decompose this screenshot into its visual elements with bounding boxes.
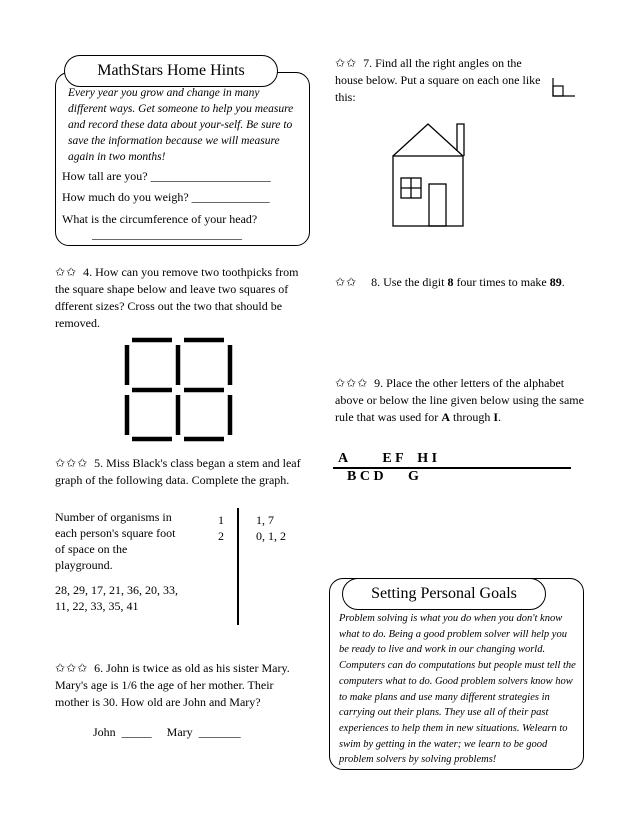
problem-9-text-b: through xyxy=(449,410,494,424)
question-weight: How much do you weigh? _____________ xyxy=(62,190,270,204)
star-rating: ✩✩ xyxy=(335,275,358,289)
problem-7-text: 7. Find all the right angles on the house below. Put a square on each one like this: xyxy=(335,56,541,104)
home-hints-intro: Every year you grow and change in many different ways. Get someone to help you measure and record these data about your-self. Be sure to save the information because we will measure again in two months! xyxy=(68,87,294,163)
problem-6-text: 6. John is twice as old as his sister Mary. Mary's age is 1/6 the age of her mother. Their mother is 30. How old are John and Mary? xyxy=(55,661,290,709)
stem-2: 2 xyxy=(218,529,224,543)
problem-8-text-b: four times to make xyxy=(453,275,550,289)
star-rating: ✩✩ xyxy=(55,265,78,279)
stem-divider xyxy=(237,508,239,625)
problem-8 xyxy=(335,274,595,291)
stem-leaf-plot xyxy=(200,508,310,626)
problem-8-text-c: . xyxy=(561,275,565,289)
problem-8-text-a: 8. Use the digit xyxy=(371,275,448,289)
question-head: What is the circumference of your head? xyxy=(62,212,258,226)
problem-9-letter-a: A xyxy=(441,410,450,424)
personal-goals-text: Problem solving is what you do when you don't know what to do. Being a good problem solver will help you be ready to live and work in our changing world. Computers can do computations but people must tell the computers what to do. Good problem solvers know how to make plans and use many different strategies in carrying out their plans. They use all of their past experiences to help them in new situations. Welearn to swim by getting in the water; we learn to be good problem solvers by solving problems! xyxy=(339,613,576,766)
personal-goals-title: Setting Personal Goals xyxy=(342,578,546,610)
data-values: 28, 29, 17, 21, 36, 20, 33, 11, 22, 33, 35, 41 xyxy=(55,583,178,613)
leaves-1: 1, 7 xyxy=(256,513,274,527)
data-label: Number of organisms in each person's square foot of space on the playground. xyxy=(55,510,176,572)
star-rating: ✩✩✩ xyxy=(335,376,369,390)
problem-9-letter-i: I xyxy=(493,410,498,424)
problem-9-text-c: . xyxy=(498,410,501,424)
problem-4 xyxy=(55,264,305,332)
problem-8-digit: 8 xyxy=(447,275,454,289)
letters-above-line: A E F H I xyxy=(338,451,438,466)
problem-6-answer: John _____ Mary _______ xyxy=(93,725,241,739)
problem-9 xyxy=(335,375,585,426)
question-head-line: _________________________ xyxy=(92,227,242,241)
star-rating: ✩✩✩ xyxy=(55,456,89,470)
stem-1: 1 xyxy=(218,513,224,527)
problem-8-target: 89 xyxy=(549,275,562,289)
right-angle-example-icon xyxy=(551,76,577,98)
star-rating: ✩✩ xyxy=(335,56,358,70)
leaves-2: 0, 1, 2 xyxy=(256,529,286,543)
star-rating: ✩✩✩ xyxy=(55,661,89,675)
home-hints-title: MathStars Home Hints xyxy=(64,55,278,87)
letters-below-line: B C D G xyxy=(347,469,419,484)
problem-5 xyxy=(55,455,305,489)
toothpick-squares xyxy=(120,335,240,443)
problem-5-text: 5. Miss Black's class began a stem and leaf graph of the following data. Complete the graph. xyxy=(55,456,301,487)
problem-9-text-a: 9. Place the other letters of the alphabet above or below the line given below using the same rule that was used for xyxy=(335,376,584,424)
question-height: How tall are you? ____________________ xyxy=(62,169,271,183)
house-drawing xyxy=(385,118,480,230)
problem-7 xyxy=(335,55,547,106)
problem-6 xyxy=(55,660,310,711)
problem-4-text: 4. How can you remove two toothpicks from the square shape below and leave two squares of dfferent sizes? Cross out the two that should be removed. xyxy=(55,265,299,330)
